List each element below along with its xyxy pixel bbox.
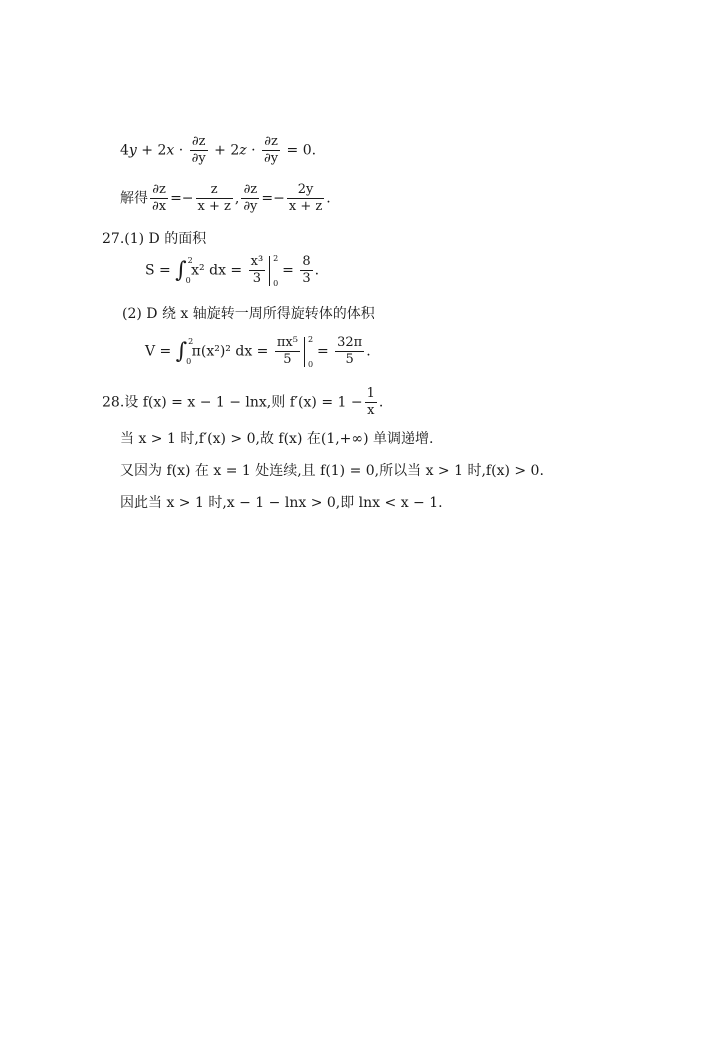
q27-part2: (2) D 绕 x 轴旋转一周所得旋转体的体积 [122, 306, 375, 322]
evaluation-bar: 2 0 [269, 256, 282, 286]
fraction-dz-dy-2: $\frac{\partial z}{\partial y}$ [264, 134, 279, 166]
q28-line4: 因此当 x > 1 时,x − 1 − lnx > 0,即 lnx < x − 1. [120, 495, 443, 511]
fraction-1-over-x: $\frac{1}{x}$ [366, 386, 375, 418]
evaluation-bar-v: 2 0 [304, 337, 317, 367]
equation-line-2: 解得 $\frac{\partial z}{\partial x}$ =− $\frac{z}{x + z}$ , $\frac{\partial z}{\partial y}$ =− $\frac{2y}{x + z}$ . [120, 182, 331, 214]
q28-line2: 当 x > 1 时,f′(x) > 0,故 f(x) 在(1,+∞) 单调递增. [120, 431, 434, 447]
integral-sign-v: ∫ 2 0 [175, 337, 194, 366]
fraction-dz-dy-1: $\frac{\partial z}{\partial y}$ [191, 134, 206, 166]
area-formula: S = ∫ 2 0 x² dx = $\frac{\text{x³}}{3}$ 2 0 = $\frac{8}{3}$ . [145, 253, 320, 288]
equation-1-text: 4y + 2x · [120, 142, 184, 159]
fraction-z-over-xz: $\frac{z}{x + z}$ [197, 182, 231, 214]
fraction-2y-over-xz: $\frac{2y}{x + z}$ [288, 182, 323, 214]
fraction-pix5-over-5: $\frac{\text{πx⁵}}{5}$ [276, 335, 298, 367]
q27-heading: 27.(1) D 的面积 [102, 231, 207, 247]
fraction-8-over-3: $\frac{8}{3}$ [302, 254, 311, 286]
equation-line-1: 4y + 2x · $\frac{\partial z}{\partial y}$ + 2z · $\frac{\partial z}{\partial y}$ = 0. [120, 134, 317, 166]
volume-formula: V = ∫ 2 0 π(x²)² dx = $\frac{\text{πx⁵}}{5}$ 2 0 = $\frac{32\pi}{5}$ . [145, 334, 371, 369]
q28-line3: 又因为 f(x) 在 x = 1 处连续,且 f(1) = 0,所以当 x > 1 时,f(x) > 0. [120, 463, 544, 479]
q28-line1: 28.设 f(x) = x − 1 − lnx,则 f′(x) = 1 − $\frac{1}{x}$ . [102, 386, 384, 418]
solve-prefix: 解得 [120, 190, 148, 207]
fraction-dz-dx: $\frac{\partial z}{\partial x}$ [152, 182, 167, 214]
integral-sign: ∫ 2 0 [175, 256, 193, 285]
fraction-32pi-over-5: $\frac{32\pi}{5}$ [337, 335, 363, 367]
fraction-x3-over-3: $\frac{\text{x³}}{3}$ [250, 254, 264, 286]
fraction-dz-dy-3: $\frac{\partial z}{\partial y}$ [243, 182, 258, 214]
